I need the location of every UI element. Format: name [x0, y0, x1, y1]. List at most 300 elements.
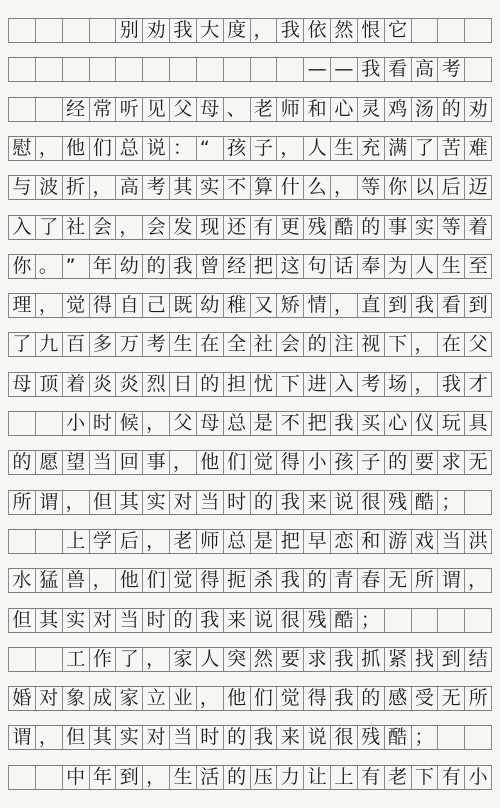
grid-cell: 高 — [412, 58, 439, 81]
grid-cell: ， — [143, 530, 170, 553]
grid-cell — [36, 98, 63, 121]
text-row — [8, 254, 492, 279]
grid-cell: 作 — [90, 648, 117, 671]
grid-cell: 愿 — [36, 451, 63, 474]
grid-cell: 觉 — [63, 294, 90, 317]
grid-cell: 鸡 — [385, 98, 412, 121]
grid-cell — [438, 19, 465, 42]
grid-cell: 社 — [63, 216, 90, 239]
grid-cell: ， — [36, 294, 63, 317]
grid-cell: 感 — [385, 687, 412, 710]
grid-cell: 下 — [385, 333, 412, 356]
grid-cell: 来 — [277, 726, 304, 749]
grid-cell — [465, 609, 492, 632]
grid-cell: 谓 — [438, 569, 465, 592]
grid-cell: 压 — [251, 766, 278, 789]
grid-cell: 紧 — [385, 648, 412, 671]
grid-cell: ； — [438, 491, 465, 514]
grid-cell: 和 — [358, 530, 385, 553]
grid-cell: 自 — [116, 294, 143, 317]
grid-cell: 和 — [304, 98, 331, 121]
grid-cell: 婚 — [9, 687, 36, 710]
grid-cell: 其 — [90, 726, 117, 749]
grid-cell: 考 — [358, 373, 385, 396]
grid-cell: 他 — [116, 569, 143, 592]
text-row — [8, 175, 492, 200]
grid-cell — [63, 19, 90, 42]
grid-cell: 要 — [412, 451, 439, 474]
grid-cell: 们 — [251, 687, 278, 710]
grid-cell: 才 — [465, 373, 492, 396]
grid-cell: 求 — [438, 451, 465, 474]
text-row — [8, 608, 492, 633]
grid-cell: 但 — [9, 609, 36, 632]
grid-cell: 候 — [116, 412, 143, 435]
grid-cell — [465, 726, 492, 749]
grid-cell: 当 — [90, 451, 117, 474]
grid-cell: 又 — [251, 294, 278, 317]
grid-cell — [36, 530, 63, 553]
grid-cell: 母 — [197, 412, 224, 435]
grid-cell: 实 — [197, 176, 224, 199]
grid-cell: 考 — [143, 333, 170, 356]
grid-cell: 家 — [116, 687, 143, 710]
text-row — [8, 765, 492, 790]
grid-cell: ， — [36, 726, 63, 749]
grid-cell: 着 — [63, 373, 90, 396]
grid-cell: 青 — [331, 569, 358, 592]
grid-cell: 么 — [304, 176, 331, 199]
grid-cell: 他 — [197, 451, 224, 474]
grid-cell: 了 — [412, 137, 439, 160]
grid-cell — [9, 412, 36, 435]
text-row — [8, 293, 492, 318]
grid-cell — [36, 412, 63, 435]
grid-cell — [438, 609, 465, 632]
grid-cell: 生 — [170, 333, 197, 356]
grid-cell: 中 — [63, 766, 90, 789]
grid-cell — [36, 648, 63, 671]
grid-cell: 的 — [438, 98, 465, 121]
grid-cell: 父 — [170, 98, 197, 121]
grid-cell: 万 — [116, 333, 143, 356]
grid-cell — [63, 58, 90, 81]
grid-cell: 九 — [36, 333, 63, 356]
grid-cell: 人 — [304, 137, 331, 160]
grid-cell: 找 — [412, 648, 439, 671]
grid-cell: 实 — [63, 609, 90, 632]
grid-cell: 社 — [251, 333, 278, 356]
grid-cell: 我 — [438, 373, 465, 396]
grid-cell: 其 — [170, 176, 197, 199]
grid-cell: 有 — [358, 766, 385, 789]
grid-cell: 时 — [90, 412, 117, 435]
grid-cell: 师 — [197, 530, 224, 553]
grid-cell: 既 — [170, 294, 197, 317]
grid-cell: 然 — [331, 19, 358, 42]
grid-cell: 折 — [63, 176, 90, 199]
grid-cell: 所 — [412, 569, 439, 592]
grid-cell: 老 — [385, 766, 412, 789]
grid-cell: 句 — [304, 255, 331, 278]
grid-cell: 的 — [224, 766, 251, 789]
grid-cell: “ — [197, 137, 224, 160]
grid-cell: ； — [358, 609, 385, 632]
grid-cell — [465, 491, 492, 514]
grid-cell: 着 — [465, 216, 492, 239]
grid-cell: ， — [170, 451, 197, 474]
grid-cell: 来 — [224, 609, 251, 632]
grid-cell: 戏 — [412, 530, 439, 553]
grid-cell: 心 — [385, 412, 412, 435]
grid-cell: 觉 — [170, 569, 197, 592]
grid-cell: 后 — [116, 530, 143, 553]
grid-cell: 汤 — [412, 98, 439, 121]
grid-cell: 得 — [304, 687, 331, 710]
grid-cell: 看 — [438, 294, 465, 317]
grid-cell: 子 — [358, 451, 385, 474]
grid-cell: 望 — [63, 451, 90, 474]
grid-cell — [9, 766, 36, 789]
grid-cell: 劝 — [465, 98, 492, 121]
grid-cell: 生 — [438, 255, 465, 278]
grid-cell: 入 — [9, 216, 36, 239]
grid-cell: 当 — [170, 726, 197, 749]
grid-cell — [9, 19, 36, 42]
grid-cell: 总 — [224, 412, 251, 435]
grid-cell: 突 — [224, 648, 251, 671]
grid-cell: 我 — [331, 412, 358, 435]
grid-cell: 、 — [224, 98, 251, 121]
grid-cell: 受 — [412, 687, 439, 710]
grid-cell: 成 — [90, 687, 117, 710]
grid-cell: 玩 — [438, 412, 465, 435]
grid-cell — [277, 58, 304, 81]
grid-cell: 们 — [90, 137, 117, 160]
grid-cell: 得 — [197, 569, 224, 592]
grid-cell: 稚 — [224, 294, 251, 317]
grid-cell: 小 — [465, 766, 492, 789]
grid-cell: 说 — [251, 609, 278, 632]
grid-cell: 到 — [116, 766, 143, 789]
grid-cell: 总 — [224, 530, 251, 553]
grid-cell: 曾 — [197, 255, 224, 278]
text-row — [8, 136, 492, 161]
grid-cell: 生 — [331, 137, 358, 160]
grid-cell — [412, 19, 439, 42]
grid-cell: 顶 — [36, 373, 63, 396]
grid-cell: 老 — [251, 98, 278, 121]
text-row — [8, 568, 492, 593]
grid-cell: 得 — [277, 451, 304, 474]
grid-cell: 在 — [197, 333, 224, 356]
grid-cell: 力 — [277, 766, 304, 789]
grid-cell: 为 — [385, 255, 412, 278]
grid-cell: 其 — [36, 609, 63, 632]
grid-cell: 当 — [116, 609, 143, 632]
grid-cell — [90, 58, 117, 81]
grid-cell: 时 — [224, 491, 251, 514]
grid-cell: 生 — [170, 766, 197, 789]
grid-cell: 入 — [331, 373, 358, 396]
grid-cell: 水 — [9, 569, 36, 592]
grid-cell: 担 — [224, 373, 251, 396]
grid-cell — [9, 648, 36, 671]
grid-cell: 我 — [170, 255, 197, 278]
grid-cell: 酷 — [331, 609, 358, 632]
grid-cell: 幼 — [116, 255, 143, 278]
grid-cell: 扼 — [224, 569, 251, 592]
grid-cell: 春 — [358, 569, 385, 592]
grid-cell: 了 — [116, 648, 143, 671]
grid-cell: 师 — [277, 98, 304, 121]
grid-cell — [143, 58, 170, 81]
grid-cell: ” — [63, 255, 90, 278]
grid-cell: 残 — [385, 491, 412, 514]
grid-cell: 觉 — [277, 687, 304, 710]
text-row — [8, 332, 492, 357]
text-row — [8, 411, 492, 436]
grid-cell: 现 — [197, 216, 224, 239]
grid-cell: 恋 — [331, 530, 358, 553]
grid-cell: 算 — [251, 176, 278, 199]
grid-cell: 事 — [385, 216, 412, 239]
grid-cell: 的 — [143, 255, 170, 278]
grid-cell: 无 — [438, 687, 465, 710]
grid-cell: 视 — [358, 333, 385, 356]
grid-cell: ， — [331, 294, 358, 317]
grid-cell: 父 — [465, 333, 492, 356]
grid-cell: 然 — [251, 648, 278, 671]
grid-cell: 我 — [277, 491, 304, 514]
grid-cell: 烈 — [143, 373, 170, 396]
grid-cell — [90, 19, 117, 42]
grid-cell — [197, 58, 224, 81]
grid-cell: 要 — [277, 648, 304, 671]
grid-cell: 。 — [36, 255, 63, 278]
grid-cell: 小 — [304, 451, 331, 474]
grid-cell: 但 — [63, 726, 90, 749]
grid-cell: 我 — [170, 19, 197, 42]
grid-cell: 灵 — [358, 98, 385, 121]
grid-cell: 酷 — [331, 216, 358, 239]
grid-cell: 酷 — [412, 491, 439, 514]
grid-cell: 的 — [358, 216, 385, 239]
grid-cell: 实 — [143, 491, 170, 514]
grid-cell: 无 — [465, 451, 492, 474]
grid-cell: 说 — [304, 726, 331, 749]
grid-cell: 的 — [224, 726, 251, 749]
grid-cell: ， — [143, 412, 170, 435]
grid-cell: 炎 — [116, 373, 143, 396]
grid-cell: 们 — [143, 569, 170, 592]
grid-cell: ， — [465, 569, 492, 592]
grid-cell: 很 — [331, 726, 358, 749]
grid-cell: ， — [143, 766, 170, 789]
grid-cell: 当 — [197, 491, 224, 514]
grid-cell: 们 — [224, 451, 251, 474]
grid-cell: 他 — [63, 137, 90, 160]
grid-cell: 年 — [90, 766, 117, 789]
grid-cell: 迈 — [465, 176, 492, 199]
grid-cell: 活 — [197, 766, 224, 789]
grid-cell: 这 — [277, 255, 304, 278]
grid-cell: 大 — [197, 19, 224, 42]
grid-cell: 什 — [277, 176, 304, 199]
text-row — [8, 725, 492, 750]
grid-cell: 百 — [63, 333, 90, 356]
grid-cell — [438, 726, 465, 749]
grid-cell: 你 — [385, 176, 412, 199]
grid-cell: 我 — [331, 687, 358, 710]
grid-cell: 人 — [412, 255, 439, 278]
grid-cell: 杀 — [251, 569, 278, 592]
grid-cell: 谓 — [36, 491, 63, 514]
grid-cell: 常 — [90, 98, 117, 121]
grid-cell: 年 — [90, 255, 117, 278]
text-row — [8, 686, 492, 711]
grid-cell: 日 — [170, 373, 197, 396]
grid-cell: 其 — [116, 491, 143, 514]
grid-cell: 矫 — [277, 294, 304, 317]
grid-cell: 孩 — [224, 137, 251, 160]
grid-cell: 总 — [116, 137, 143, 160]
grid-cell: ， — [412, 333, 439, 356]
grid-cell — [251, 58, 278, 81]
grid-cell: 子 — [251, 137, 278, 160]
grid-cell: 多 — [90, 333, 117, 356]
grid-cell: 到 — [438, 648, 465, 671]
grid-cell: 对 — [90, 609, 117, 632]
text-row — [8, 647, 492, 672]
grid-cell: ： — [170, 137, 197, 160]
grid-cell: 等 — [358, 176, 385, 199]
grid-cell: 苦 — [438, 137, 465, 160]
grid-cell: 我 — [412, 294, 439, 317]
grid-cell: 会 — [277, 333, 304, 356]
grid-cell: 它 — [385, 19, 412, 42]
grid-cell: 人 — [197, 648, 224, 671]
grid-cell: ， — [63, 491, 90, 514]
grid-cell: 忧 — [251, 373, 278, 396]
grid-cell: 看 — [385, 58, 412, 81]
grid-cell: 满 — [385, 137, 412, 160]
grid-cell: 上 — [63, 530, 90, 553]
grid-cell: 恨 — [358, 19, 385, 42]
grid-cell: — — [331, 58, 358, 81]
grid-cell: 你 — [9, 255, 36, 278]
grid-cell: 下 — [277, 373, 304, 396]
grid-cell: 象 — [63, 687, 90, 710]
grid-cell — [465, 19, 492, 42]
grid-cell: ， — [36, 137, 63, 160]
grid-cell: ， — [90, 569, 117, 592]
grid-cell: 的 — [304, 333, 331, 356]
grid-cell: 以 — [412, 176, 439, 199]
grid-cell: 进 — [304, 373, 331, 396]
grid-cell: 下 — [412, 766, 439, 789]
title-row — [8, 18, 492, 43]
grid-cell: 时 — [197, 726, 224, 749]
grid-cell — [36, 19, 63, 42]
grid-cell: 母 — [9, 373, 36, 396]
grid-cell: ， — [197, 687, 224, 710]
grid-cell: 我 — [197, 609, 224, 632]
grid-cell: 在 — [438, 333, 465, 356]
grid-cell: 还 — [224, 216, 251, 239]
grid-cell: 奉 — [358, 255, 385, 278]
grid-cell: 依 — [304, 19, 331, 42]
grid-cell: 有 — [438, 766, 465, 789]
grid-cell: 对 — [143, 726, 170, 749]
grid-cell: 度 — [224, 19, 251, 42]
grid-cell: 的 — [251, 491, 278, 514]
grid-cell: 老 — [170, 530, 197, 553]
grid-cell: 对 — [170, 491, 197, 514]
grid-cell: 别 — [116, 19, 143, 42]
grid-cell: ， — [143, 648, 170, 671]
grid-cell: 的 — [358, 687, 385, 710]
grid-cell: 说 — [143, 137, 170, 160]
text-row — [8, 97, 492, 122]
grid-cell: 己 — [143, 294, 170, 317]
grid-cell: 理 — [9, 294, 36, 317]
grid-cell: 的 — [170, 609, 197, 632]
grid-cell: 谓 — [9, 726, 36, 749]
grid-cell: 的 — [197, 373, 224, 396]
grid-cell: 让 — [304, 766, 331, 789]
grid-cell — [36, 766, 63, 789]
grid-cell: 工 — [63, 648, 90, 671]
grid-cell: 学 — [90, 530, 117, 553]
grid-cell: 高 — [116, 176, 143, 199]
grid-cell: 求 — [304, 648, 331, 671]
grid-cell: 残 — [304, 216, 331, 239]
grid-cell: 心 — [331, 98, 358, 121]
grid-cell: 劝 — [143, 19, 170, 42]
grid-cell: ； — [412, 726, 439, 749]
grid-cell: 有 — [251, 216, 278, 239]
grid-cell: 是 — [251, 412, 278, 435]
grid-cell: 所 — [9, 491, 36, 514]
grid-cell: 仪 — [412, 412, 439, 435]
grid-cell — [9, 58, 36, 81]
grid-cell — [9, 98, 36, 121]
grid-cell: 对 — [36, 687, 63, 710]
grid-cell: 残 — [304, 609, 331, 632]
grid-cell: 不 — [277, 412, 304, 435]
grid-cell — [36, 58, 63, 81]
grid-cell: 与 — [9, 176, 36, 199]
text-row — [8, 490, 492, 515]
grid-cell — [385, 609, 412, 632]
grid-cell: 孩 — [331, 451, 358, 474]
grid-cell: 我 — [331, 648, 358, 671]
grid-cell: ， — [90, 176, 117, 199]
grid-cell — [170, 58, 197, 81]
grid-cell: 所 — [465, 687, 492, 710]
grid-cell: 结 — [465, 648, 492, 671]
grid-cell: 小 — [63, 412, 90, 435]
grid-cell: 很 — [358, 491, 385, 514]
grid-cell: 到 — [465, 294, 492, 317]
grid-cell: 猛 — [36, 569, 63, 592]
text-row — [8, 450, 492, 475]
grid-cell: 全 — [224, 333, 251, 356]
grid-cell: 波 — [36, 176, 63, 199]
grid-cell: 我 — [358, 58, 385, 81]
grid-cell: 会 — [90, 216, 117, 239]
